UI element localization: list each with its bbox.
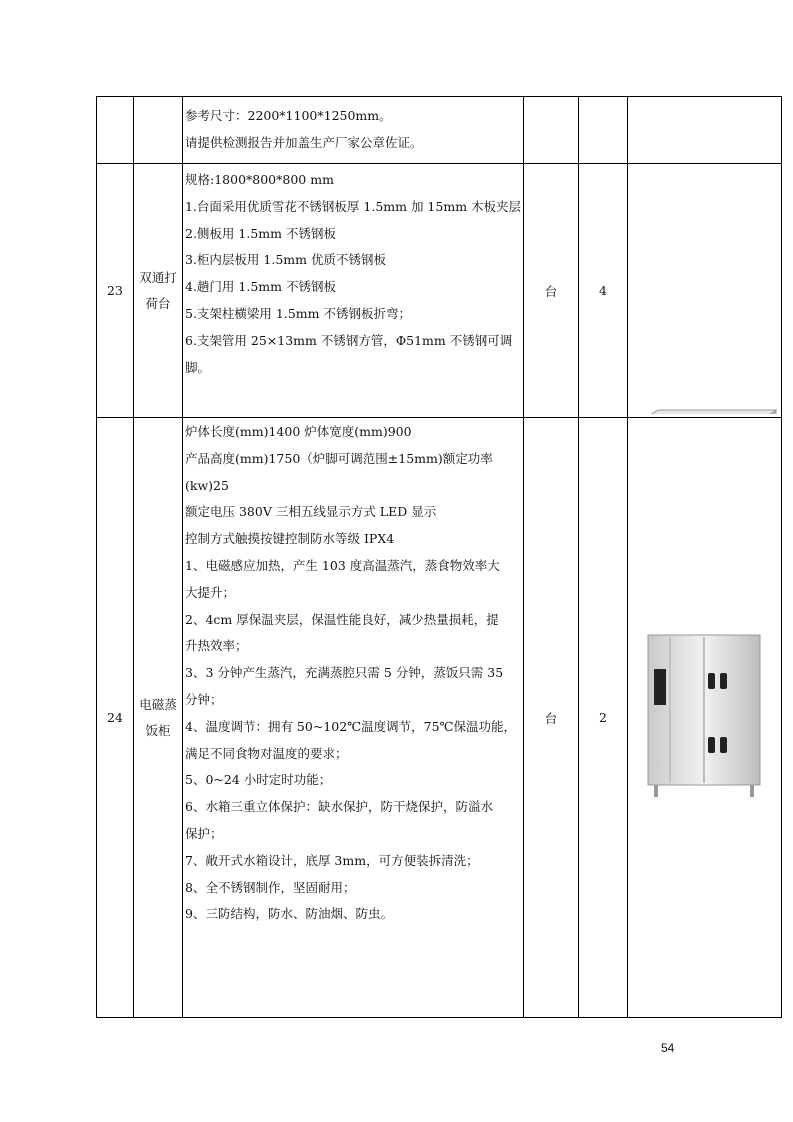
- row-number: 23: [97, 164, 134, 418]
- item-image: [628, 418, 782, 1018]
- work-table-cabinet-image: [628, 164, 781, 414]
- table-row: [97, 418, 782, 1018]
- spec-line: 参考尺寸：2200*1100*1250mm。: [185, 108, 392, 123]
- table-row: [97, 97, 782, 164]
- item-name: 双通打 荷台: [134, 164, 183, 418]
- unit: 台: [524, 418, 579, 1018]
- item-spec: [183, 97, 524, 164]
- item-image: [628, 97, 782, 164]
- unit: 台: [524, 164, 579, 418]
- steam-cabinet-image: [640, 629, 770, 804]
- table-row: [97, 164, 782, 418]
- item-spec: 炉体长度(mm)1400 炉体宽度(mm)900 产品高度(mm)1750（炉脚可调范围±15mm)额定功率 (kw)25 额定电压 380V 三相五线显示方式 LED 显示 控制方式触摸按键控制防水等级 IPX4 1、电磁感应加热，产生 103 度高温蒸汽，蒸食物效率大 大提升； 2、4cm 厚保温夹层，保温性能良好，减少热量损耗，提 升热效率； 3、3 分钟产生蒸汽，充满蒸腔只需 5 分钟，蒸饭只需 35 分钟； 4、温度调节：拥有 50~102℃温度调节，75℃保温功能， 满足不同食物对温度的要求； 5、0~24 小时定时功能； 6、水箱三重立体保护：缺水保护，防干烧保护，防溢水 保护； 7、敞开式水箱设计，底厚 3mm，可方便装拆清洗； 8、全不锈钢制作，坚固耐用； 9、三防结构，防水、防油烟、防虫。: [183, 418, 524, 1018]
- item-image: [628, 164, 782, 418]
- item-spec: 规格:1800*800*800 mm 1.台面采用优质雪花不锈钢板厚 1.5mm 加 15mm 木板夹层 2.侧板用 1.5mm 不锈钢板 3.柜内层板用 1.5mm 优质不锈钢板 4.趟门用 1.5mm 不锈钢板 5.支架柱横梁用 1.5mm 不锈钢板折弯； 6.支架管用 25×13mm 不锈钢方管，Φ51mm 不锈钢可调 脚。: [183, 164, 524, 418]
- spec-line: 请提供检测报告并加盖生产厂家公章佐证。: [185, 134, 423, 150]
- quantity: 4: [579, 164, 628, 418]
- item-name: 电磁蒸 饭柜: [134, 418, 183, 1018]
- unit: [524, 97, 579, 164]
- row-number: [97, 97, 134, 164]
- page-number: 54: [661, 1041, 675, 1055]
- row-number: 24: [97, 418, 134, 1018]
- equipment-table: [96, 96, 782, 1018]
- item-name: [134, 97, 183, 164]
- quantity: [579, 97, 628, 164]
- quantity: 2: [579, 418, 628, 1018]
